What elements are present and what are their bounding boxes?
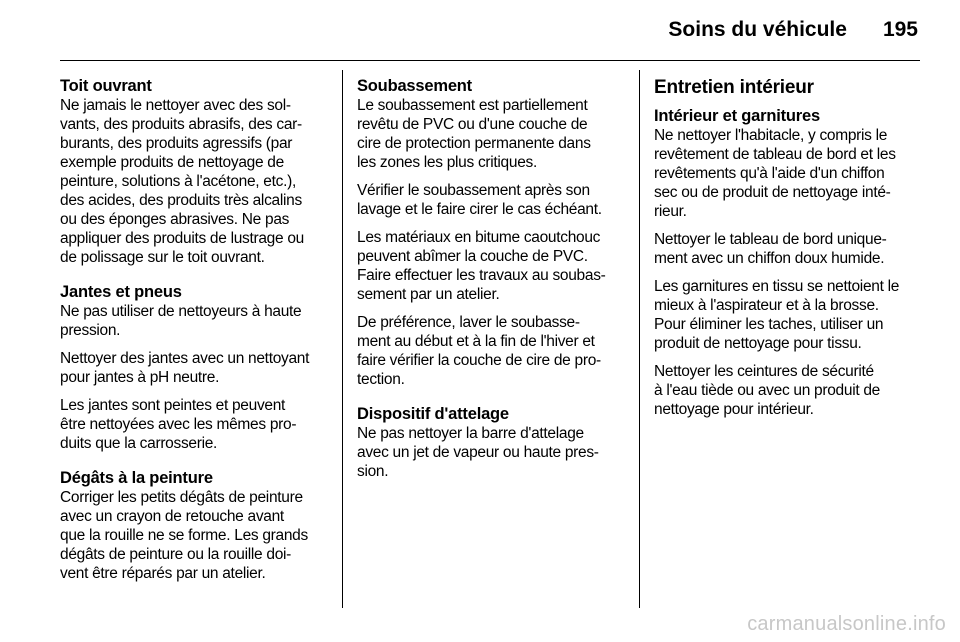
text-line: dégâts de peinture ou la rouille doi- xyxy=(60,546,292,563)
column-1 xyxy=(60,76,332,592)
page-number: 195 xyxy=(882,18,918,41)
text-line: Le soubassement est partiellement xyxy=(357,97,588,114)
text-line: Nettoyer des jantes avec un nettoyant xyxy=(60,350,310,367)
text-line: cire de protection permanente dans xyxy=(357,135,591,152)
text-line: Les jantes sont peintes et peuvent xyxy=(60,397,286,414)
column-2 xyxy=(357,76,629,490)
text-line: tection. xyxy=(357,371,405,388)
text-line: nettoyage pour intérieur. xyxy=(654,401,814,418)
paragraph xyxy=(357,228,629,304)
text-line: Les matériaux en bitume caoutchouc xyxy=(357,229,601,246)
text-line: exemple produits de nettoyage de xyxy=(60,154,284,171)
text-line: vent être réparés par un atelier. xyxy=(60,565,266,582)
section-soubassement xyxy=(357,76,629,389)
paragraph xyxy=(654,362,929,419)
text-line: les zones les plus critiques. xyxy=(357,154,537,171)
text-line: ment au début et à la fin de l'hiver et xyxy=(357,333,595,350)
section-toit-ouvrant xyxy=(60,76,332,267)
text-line: burants, des produits agressifs (par xyxy=(60,135,293,152)
chapter-title: Entretien intérieur xyxy=(654,77,814,98)
section-title: Soins du véhicule xyxy=(668,18,847,41)
text-line: appliquer des produits de lustrage ou xyxy=(60,230,304,247)
text-line: Pour éliminer les taches, utiliser un xyxy=(654,316,884,333)
text-line: revêtements qu'à l'aide d'un chiffon xyxy=(654,165,885,182)
text-line: faire vérifier la couche de cire de pro- xyxy=(357,352,601,369)
text-line: peinture, solutions à l'acétone, etc.), xyxy=(60,173,296,190)
text-line: Nettoyer le tableau de bord unique- xyxy=(654,231,887,248)
text-line: pour jantes à pH neutre. xyxy=(60,369,220,386)
text-line: Vérifier le soubassement après son xyxy=(357,182,590,199)
header-rule xyxy=(60,60,920,61)
section-heading: Soubassement xyxy=(357,77,472,95)
column-divider xyxy=(639,70,640,608)
paragraph xyxy=(654,277,929,353)
text-line: Ne pas nettoyer la barre d'attelage xyxy=(357,425,584,442)
text-line: à l'eau tiède ou avec un produit de xyxy=(654,382,880,399)
text-line: avec un jet de vapeur ou haute pres- xyxy=(357,444,599,461)
text-line: Corriger les petits dégâts de peinture xyxy=(60,489,303,506)
text-line: Les garnitures en tissu se nettoient le xyxy=(654,278,900,295)
section-heading: Jantes et pneus xyxy=(60,283,182,301)
paragraph xyxy=(60,488,332,583)
text-line: pression. xyxy=(60,322,121,339)
text-line: Nettoyer les ceintures de sécurité xyxy=(654,363,874,380)
column-3 xyxy=(654,76,929,428)
text-line: avec un crayon de retouche avant xyxy=(60,508,284,525)
text-line: ou des éponges abrasives. Ne pas xyxy=(60,211,290,228)
page-header xyxy=(668,18,918,42)
section-heading: Dégâts à la peinture xyxy=(60,469,213,487)
text-line: produit de nettoyage pour tissu. xyxy=(654,335,862,352)
text-line: sion. xyxy=(357,463,389,480)
text-line: vants, des produits abrasifs, des car- xyxy=(60,116,302,133)
text-line: sement par un atelier. xyxy=(357,286,500,303)
text-line: De préférence, laver le soubasse- xyxy=(357,314,580,331)
watermark: carmanualsonline.info xyxy=(747,613,946,635)
paragraph xyxy=(60,302,332,340)
column-divider xyxy=(342,70,343,608)
text-line: revêtu de PVC ou d'une couche de xyxy=(357,116,588,133)
paragraph xyxy=(60,349,332,387)
paragraph xyxy=(357,313,629,389)
section-jantes-et-pneus xyxy=(60,282,332,453)
section-heading: Toit ouvrant xyxy=(60,77,152,95)
section-degats-peinture xyxy=(60,468,332,583)
paragraph xyxy=(357,424,629,481)
paragraph xyxy=(357,96,629,172)
paragraph xyxy=(60,396,332,453)
text-line: duits que la carrosserie. xyxy=(60,435,218,452)
text-line: revêtement de tableau de bord et les xyxy=(654,146,896,163)
paragraph xyxy=(654,126,929,221)
text-line: des acides, des produits très alcalins xyxy=(60,192,302,209)
paragraph xyxy=(654,230,929,268)
text-line: peuvent abîmer la couche de PVC. xyxy=(357,248,588,265)
text-line: rieur. xyxy=(654,203,687,220)
text-line: sec ou de produit de nettoyage inté- xyxy=(654,184,891,201)
text-line: Ne jamais le nettoyer avec des sol- xyxy=(60,97,291,114)
text-line: Ne nettoyer l'habitacle, y compris le xyxy=(654,127,888,144)
section-dispositif-attelage xyxy=(357,404,629,481)
section-interieur-garnitures xyxy=(654,106,929,419)
text-line: ment avec un chiffon doux humide. xyxy=(654,250,885,267)
paragraph xyxy=(357,181,629,219)
text-line: être nettoyées avec les mêmes pro- xyxy=(60,416,297,433)
paragraph xyxy=(60,96,332,267)
text-line: Ne pas utiliser de nettoyeurs à haute xyxy=(60,303,302,320)
text-line: de polissage sur le toit ouvrant. xyxy=(60,249,265,266)
text-line: que la rouille ne se forme. Les grands xyxy=(60,527,308,544)
section-heading: Intérieur et garnitures xyxy=(654,107,820,125)
text-line: Faire effectuer les travaux au soubas- xyxy=(357,267,606,284)
text-line: mieux à l'aspirateur et à la brosse. xyxy=(654,297,879,314)
text-line: lavage et le faire cirer le cas échéant. xyxy=(357,201,602,218)
section-heading: Dispositif d'attelage xyxy=(357,405,509,423)
